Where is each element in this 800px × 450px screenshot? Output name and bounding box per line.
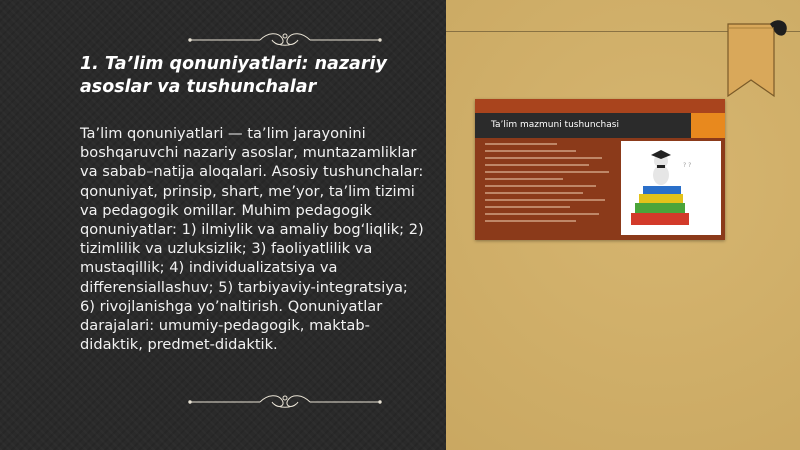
thumbnail-accent-block bbox=[691, 113, 725, 138]
slide-thumbnail[interactable] bbox=[475, 99, 725, 240]
thumbnail-text-lines bbox=[485, 143, 615, 227]
thumbnail-title: Ta’lim mazmuni tushunchasi bbox=[491, 120, 619, 130]
top-scroll-ornament-icon bbox=[160, 30, 410, 50]
slide-body-text: Ta’lim qonuniyatlari — ta’lim jarayonini boshqaruvchi nazariy asoslar, muntazamliklar va sabab–natija aloqalari. Asosiy tushunchalar: qonuniyat, prinsip, shart, me’yor, ta’lim tizimi va pedagogik omillar. Muhim pedagogik qonuniyatlar: 1) ilmiylik va amaliy bog‘liqlik; 2) tizimlilik va uzluksizlik; 3) faoliyatlilik va mustaqillik; 4) individualizatsiya va differensiallashuv; 5) tarbiyaviy-integratsiya; 6) rivojlanishga yo’naltirish. Qonuniyatlar darajalari: umumiy-pedagogik, maktab-didaktik, predmet-didaktik. bbox=[80, 125, 424, 354]
thumbnail-header bbox=[475, 113, 691, 138]
student-on-books-icon bbox=[621, 141, 721, 235]
slide-title: 1. Ta’lim qonuniyatlari: nazariy asoslar va tushunchalar bbox=[80, 54, 387, 97]
bottom-scroll-ornament-icon bbox=[160, 392, 410, 412]
thumbnail-top-strip bbox=[475, 99, 725, 113]
bookmark-ribbon-icon bbox=[720, 18, 790, 100]
svg-text:? ?: ? ? bbox=[683, 162, 692, 169]
